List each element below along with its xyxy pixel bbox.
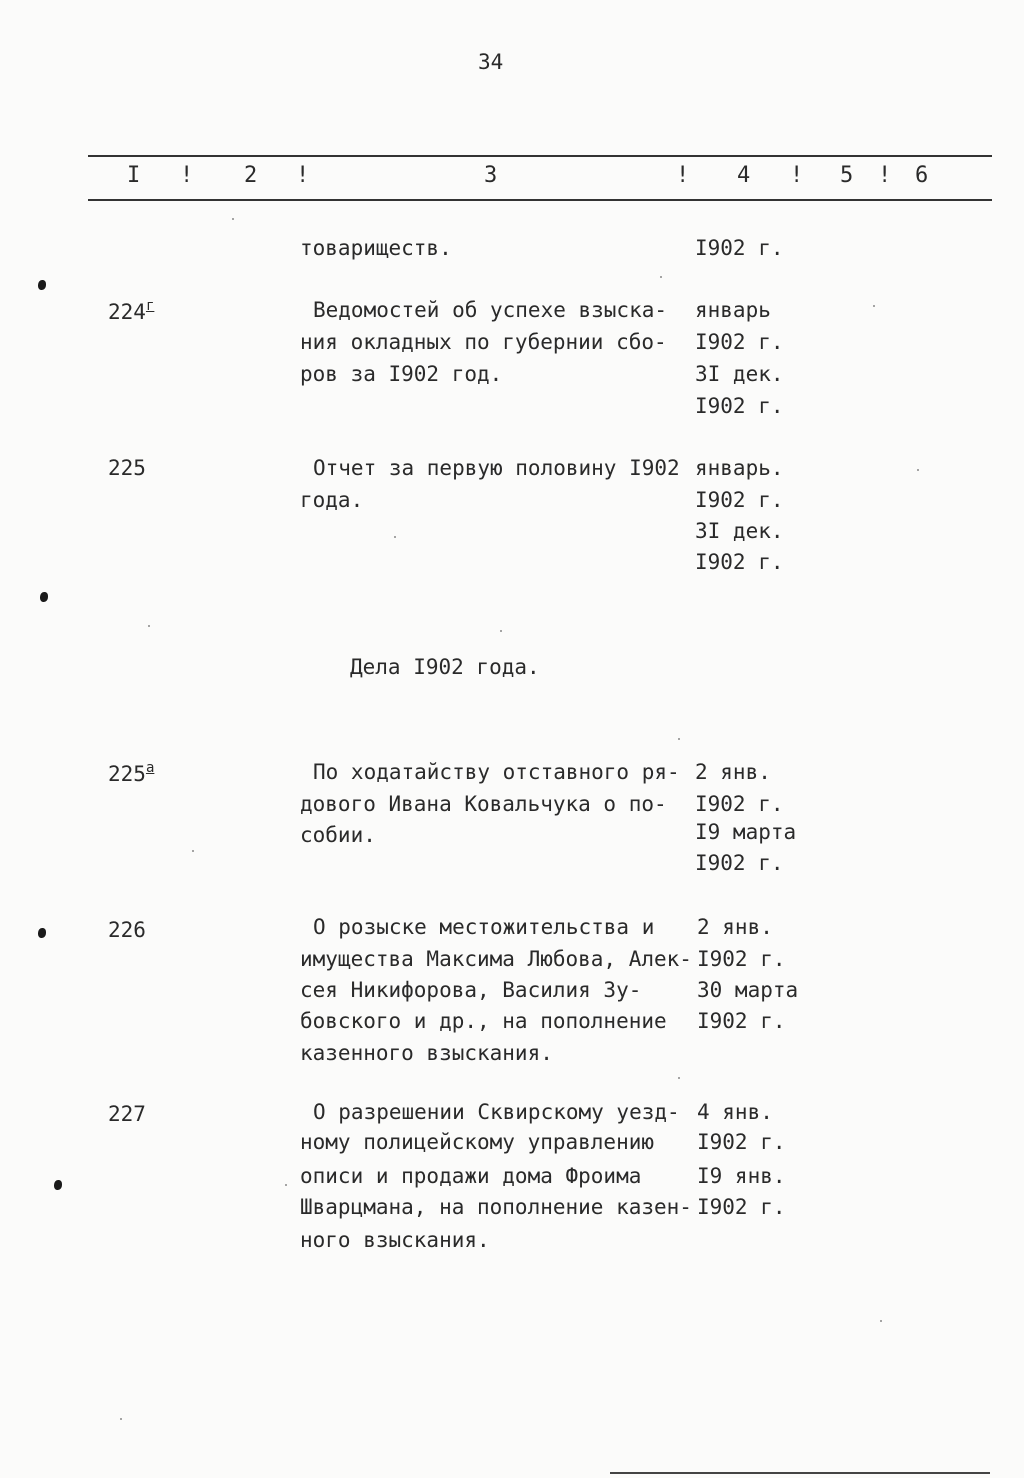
record-number: 226 [108,918,146,942]
description-line: ного взыскания. [300,1228,490,1252]
date-line: I902 г. [697,1130,786,1154]
scan-noise [192,850,194,852]
column-header-1: I [127,163,141,188]
binding-mark [38,280,46,290]
column-header-4: 4 [737,163,751,188]
section-heading: Дела I902 года. [350,655,540,679]
description-line: описи и продажи дома Фроима [300,1164,642,1188]
description-line: Ведомостей об успехе взыска- [313,298,668,322]
description-line: ному полицейскому управлению [300,1130,655,1154]
description-line: ния окладных по губернии сбо- [300,330,667,354]
date-line: 3I дек. [695,362,784,386]
date-line: январь. [695,456,784,480]
description-line: По ходатайству отставного ря- [313,760,680,784]
table-header-bottom-rule [88,199,992,201]
description-line: казенного взыскания. [300,1041,553,1065]
record-number-suffix: а [145,760,155,776]
scan-noise [678,1077,680,1079]
scan-noise [120,1418,122,1420]
scan-noise [500,630,502,632]
description-line: сея Никифорова, Василия Зу- [300,978,642,1002]
date-line: I902 г. [697,1195,786,1219]
date-line: 3I дек. [695,519,784,543]
scan-noise [148,625,150,627]
column-separator: ! [296,163,310,188]
binding-mark [38,928,46,938]
description-line: имущества Максима Любова, Алек- [300,947,692,971]
date-line: I902 г. [695,394,784,418]
scan-noise [917,469,919,471]
scan-noise [232,218,234,220]
description-line: года. [300,488,364,512]
column-separator: ! [790,163,804,188]
description-line: ров за I902 год. [300,362,503,386]
bottom-edge-rule [610,1472,990,1474]
date-line: январь [695,298,771,322]
date-line: I902 г. [695,792,784,816]
column-separator: ! [180,163,194,188]
description-line: дового Ивана Ковальчука о по- [300,792,667,816]
scan-noise [678,738,680,740]
description-line: О разрешении Сквирскому уезд- [313,1100,680,1124]
scan-noise [285,1184,287,1186]
record-number: 225 [108,456,146,480]
scan-noise [880,1320,882,1322]
record-number: $225^а$ [108,760,155,786]
scan-noise [660,276,662,278]
column-header-2: 2 [244,163,258,188]
date-line: 2 янв. [695,760,771,784]
column-header-3: 3 [484,163,498,188]
date-line: 2 янв. [697,915,773,939]
date-line: I902 г. [695,488,784,512]
date-line: I902 г. [695,550,784,574]
date-line: I902 г. [695,330,784,354]
description-line: Отчет за первую половину I902 [313,456,680,480]
description-line: собии. [300,823,376,847]
date-line: I902 г. [695,236,784,260]
date-line: 4 янв. [697,1100,773,1124]
description-line: Шварцмана, на пополнение казен- [300,1195,692,1219]
column-header-5: 5 [840,163,854,188]
record-number: 227 [108,1102,146,1126]
scan-noise [873,305,875,307]
date-line: I9 марта [695,820,797,844]
date-line: I902 г. [697,1009,786,1033]
record-number: $224^г$ [108,298,155,324]
binding-mark [54,1180,62,1190]
date-line: I902 г. [697,947,786,971]
description-line: товариществ. [300,236,452,260]
description-line: бовского и др., на пополнение [300,1009,667,1033]
date-line: I9 янв. [697,1164,786,1188]
date-line: 30 марта [697,978,799,1002]
date-line: I902 г. [695,851,784,875]
record-number-suffix: г [145,298,155,314]
description-line: О розыске местожительства и [313,915,655,939]
column-header-6: 6 [915,163,929,188]
page-number: 34 [478,50,504,74]
binding-mark [40,592,48,602]
table-header-top-rule [88,155,992,157]
scan-noise [394,536,396,538]
column-separator: ! [676,163,690,188]
column-separator: ! [878,163,892,188]
